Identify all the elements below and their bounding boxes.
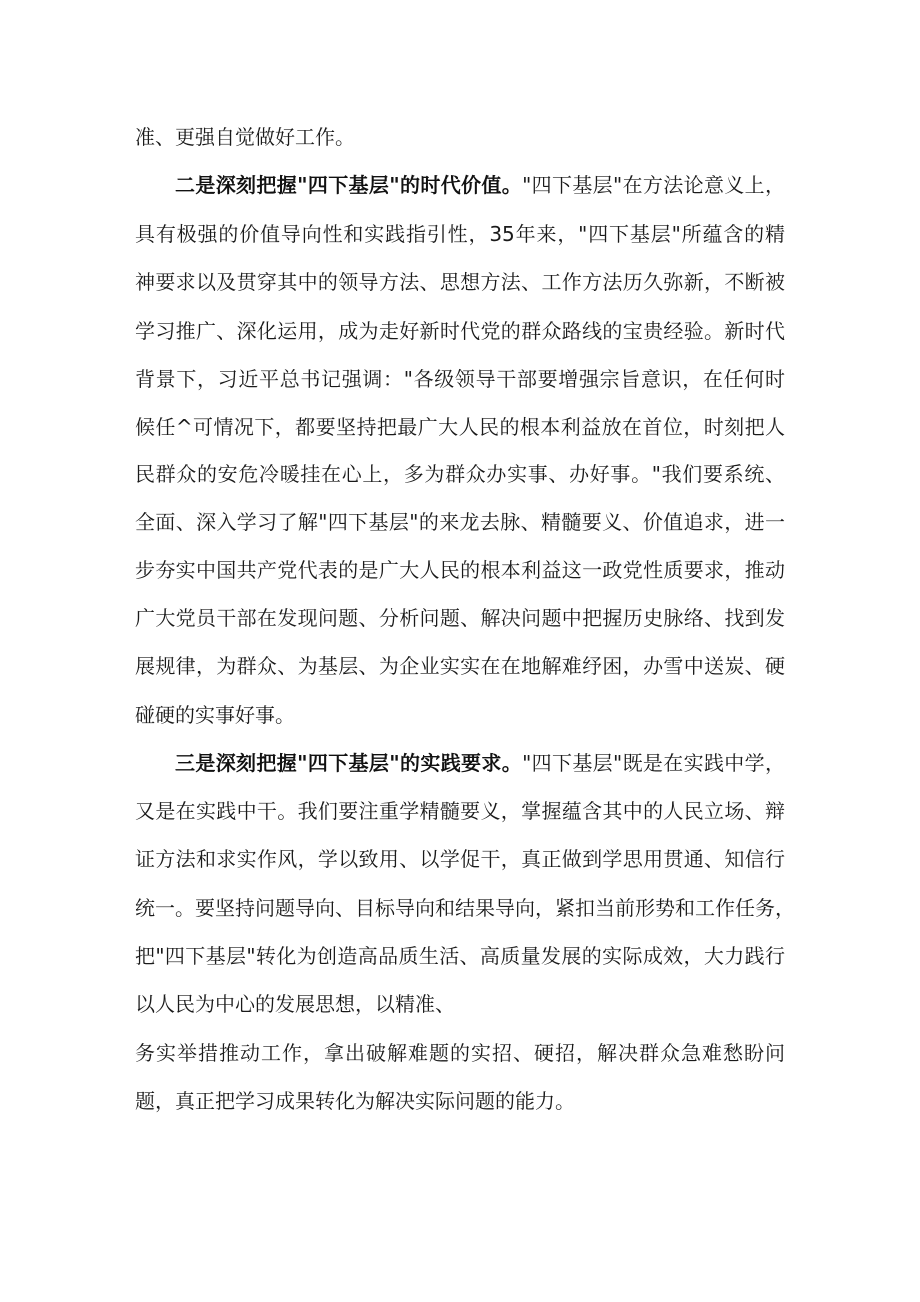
text-line: 统一。要坚持问题导向、目标导向和结果导向，紧扣当前形势和工作任务， <box>135 896 795 920</box>
text-line: 学习推广、深化运用，成为走好新时代党的群众路线的宝贵经验。新时代 <box>135 319 785 343</box>
text-line: 展规律，为群众、为基层、为企业实实在在地解难纾困，办雪中送炭、硬 <box>135 654 785 678</box>
text-line: 又是在实践中干。我们要注重学精髓要义，掌握蕴含其中的人民立场、辩 <box>135 799 785 823</box>
text-line: 候任^可情况下，都要坚持把最广大人民的根本利益放在首位，时刻把人 <box>135 415 785 439</box>
text-line: 步夯实中国共产党代表的是广大人民的根本利益这一政党性质要求，推动 <box>135 558 785 582</box>
text-line: 背景下，习近平总书记强调："各级领导干部要增强宗旨意识，在任何时 <box>135 367 785 391</box>
paragraph-3-first-line: 三是深刻把握"四下基层"的实践要求。"四下基层"既是在实践中学， <box>175 751 786 775</box>
text-line: 神要求以及贯穿其中的领导方法、思想方法、工作方法历久弥新，不断被 <box>135 270 785 294</box>
text-line: 广大党员干部在发现问题、分析问题、解决问题中把握历史脉络、找到发 <box>135 606 785 630</box>
text-line: 民群众的安危冷暖挂在心上，多为群众办实事、办好事。"我们要系统、 <box>135 462 785 486</box>
text-line: 题，真正把学习成果转化为解决实际问题的能力。 <box>135 1089 575 1113</box>
text-line: 全面、深入学习了解"四下基层"的来龙去脉、精髓要义、价值追求，进一 <box>135 510 785 534</box>
text-line: 以人民为中心的发展思想，以精准、 <box>135 992 455 1016</box>
paragraph-2-heading: 二是深刻把握"四下基层"的时代价值。 <box>175 173 523 197</box>
paragraph-2-first-line: 二是深刻把握"四下基层"的时代价值。"四下基层"在方法论意义上， <box>175 173 786 197</box>
text-line: 把"四下基层"转化为创造高品质生活、高质量发展的实际成效，大力践行 <box>135 944 785 968</box>
text-line: 务实举措推动工作，拿出破解难题的实招、硬招，解决群众急难愁盼问 <box>135 1041 785 1065</box>
paragraph-3-heading: 三是深刻把握"四下基层"的实践要求。 <box>175 751 523 775</box>
text-line: 证方法和求实作风，学以致用、以学促干，真正做到学思用贯通、知信行 <box>135 847 785 871</box>
text-line: 准、更强自觉做好工作。 <box>135 125 355 149</box>
text-line: 碰硬的实事好事。 <box>135 703 295 727</box>
text-line: 具有极强的价值导向性和实践指引性，35年来，"四下基层"所蕴含的精 <box>135 222 785 246</box>
